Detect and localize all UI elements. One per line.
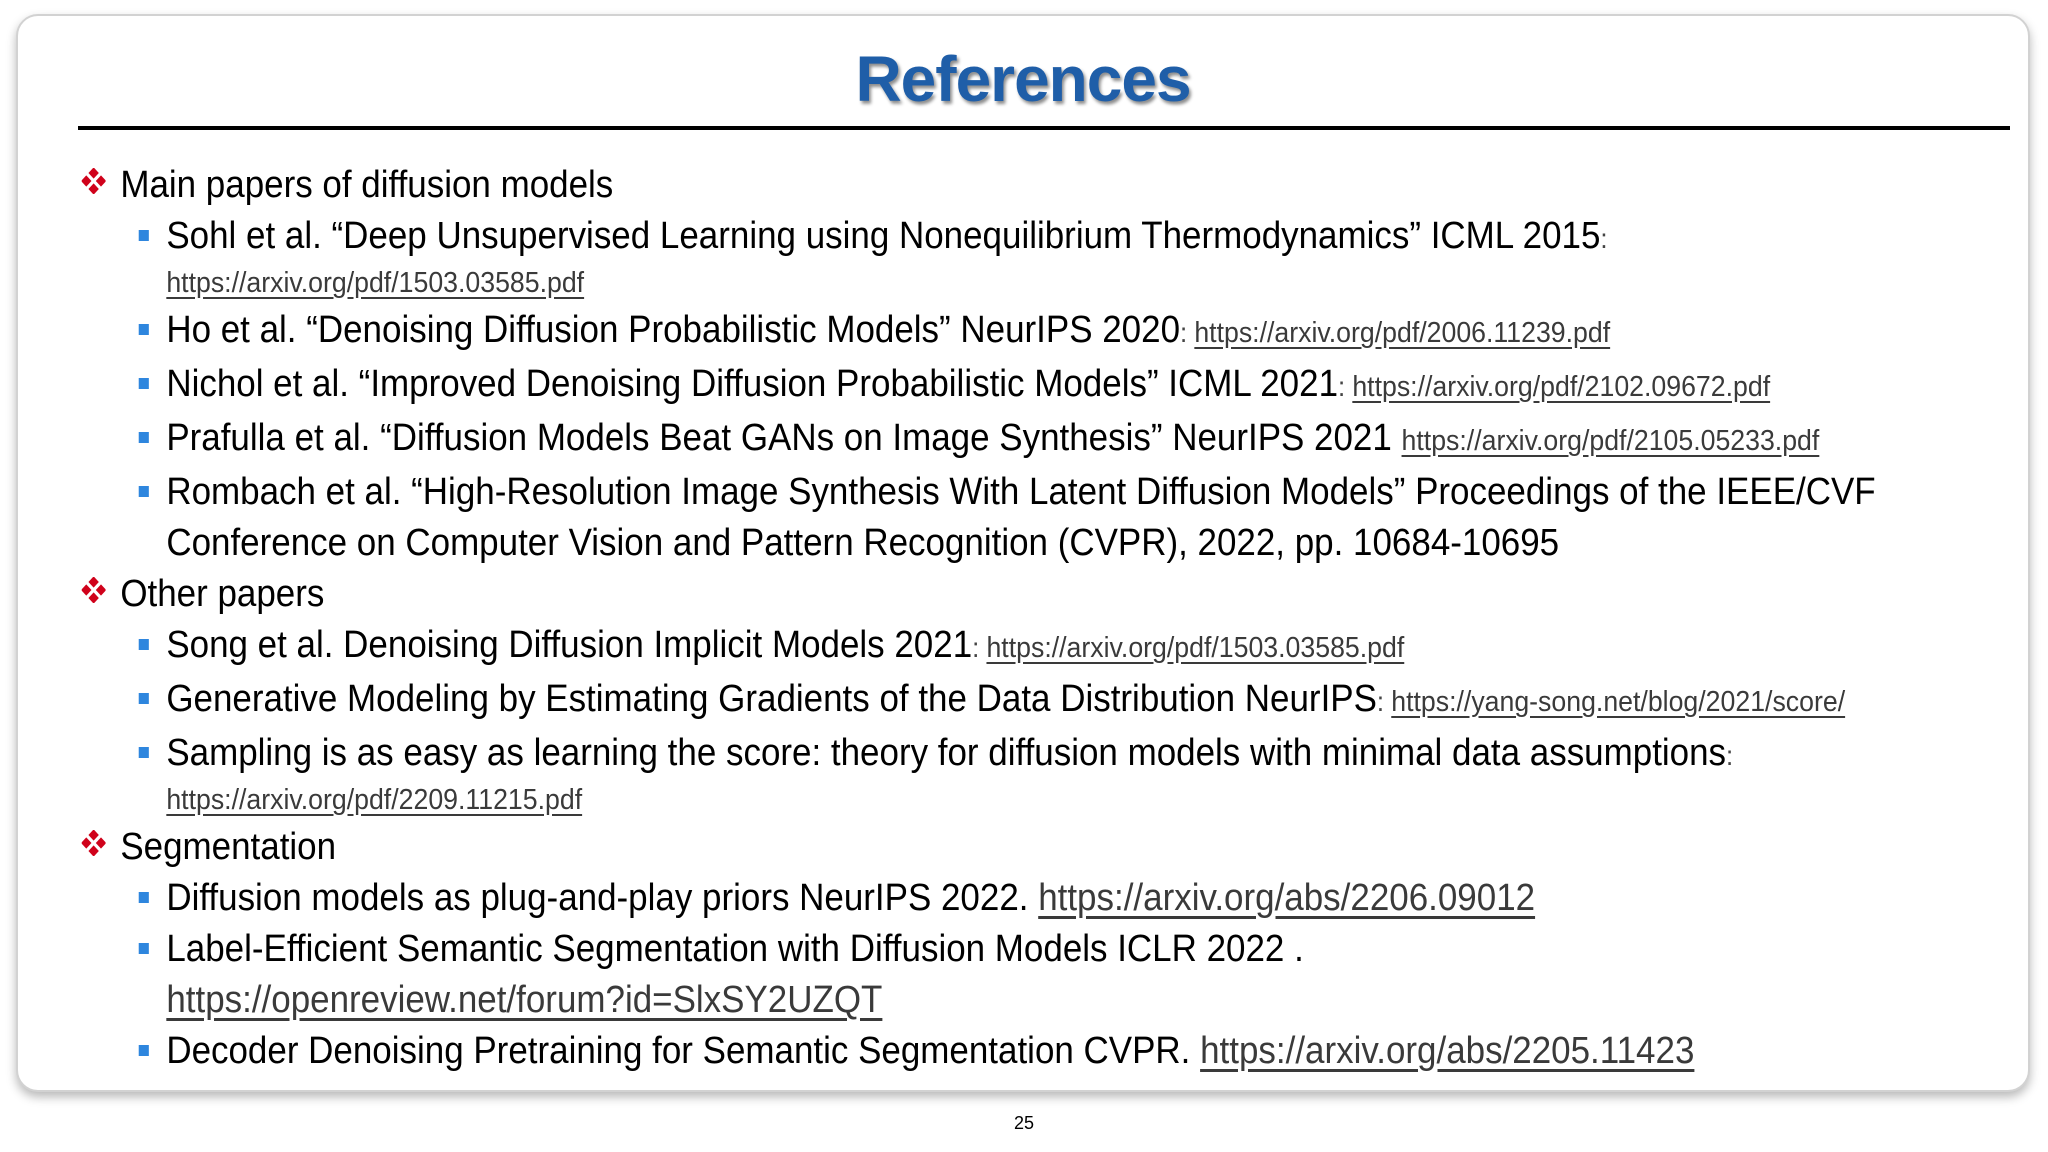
reference-separator: : <box>1338 371 1353 402</box>
reference-item <box>78 620 1826 674</box>
reference-link[interactable]: https://openreview.net/forum?id=SlxSY2UZQT <box>166 979 883 1021</box>
section-heading-text: Segmentation <box>120 826 337 868</box>
reference-item <box>78 305 1826 359</box>
reference-link[interactable]: https://arxiv.org/pdf/1503.03585.pdf <box>166 267 585 299</box>
reference-link[interactable]: https://arxiv.org/pdf/2102.09672.pdf <box>1352 371 1771 403</box>
section-heading-text: Other papers <box>120 573 325 615</box>
reference-link[interactable]: https://arxiv.org/pdf/2006.11239.pdf <box>1194 317 1611 349</box>
reference-item <box>78 873 1826 924</box>
slide-title: References <box>855 43 1191 115</box>
reference-item-continuation <box>78 518 1826 569</box>
reference-item <box>78 413 1826 467</box>
reference-separator: : <box>1376 686 1392 717</box>
section-heading-other <box>78 569 1826 620</box>
section-heading-main <box>78 160 1826 211</box>
section-heading-text: Main papers of diffusion models <box>120 164 614 206</box>
reference-text: Rombach et al. “High-Resolution Image Synthesis With Latent Diffusion Models” Proceedings of the IEEE/CVF <box>166 471 1876 513</box>
reference-link[interactable]: https://yang-song.net/blog/2021/score/ <box>1391 686 1846 718</box>
blue-square-bullet-icon <box>139 230 149 241</box>
reference-text: Sampling is as easy as learning the score: theory for diffusion models with minimal data assumptions <box>166 732 1727 774</box>
blue-square-bullet-icon <box>139 1045 149 1056</box>
reference-separator: : <box>1180 317 1195 348</box>
reference-item-continuation <box>78 975 1826 1026</box>
reference-item <box>78 674 1846 728</box>
blue-square-bullet-icon <box>139 432 149 443</box>
reference-text: Nichol et al. “Improved Denoising Diffusion Probabilistic Models” ICML 2021 <box>166 363 1339 405</box>
reference-text: Sohl et al. “Deep Unsupervised Learning using Nonequilibrium Thermodynamics” ICML 2015 <box>166 215 1601 257</box>
blue-square-bullet-icon <box>139 324 149 335</box>
reference-item-continuation <box>78 260 1826 303</box>
reference-separator: : <box>972 632 987 663</box>
reference-item <box>78 924 1826 975</box>
blue-square-bullet-icon <box>139 892 149 903</box>
reference-text: Conference on Computer Vision and Pattern Recognition (CVPR), 2022, pp. 10684-10695 <box>166 522 1560 564</box>
reference-item-continuation <box>78 777 1826 820</box>
reference-item <box>78 211 1826 264</box>
reference-text: Label-Efficient Semantic Segmentation with Diffusion Models ICLR 2022 . <box>166 928 1304 970</box>
reference-link[interactable]: https://arxiv.org/pdf/2209.11215.pdf <box>166 784 583 816</box>
red-diamond-bullet-icon <box>82 168 106 194</box>
reference-item <box>78 467 1876 518</box>
reference-text: Diffusion models as plug-and-play priors NeurIPS 2022. <box>166 877 1039 919</box>
reference-text: Prafulla et al. “Diffusion Models Beat GANs on Image Synthesis” NeurIPS 2021 <box>166 417 1402 459</box>
reference-item <box>78 359 1826 413</box>
reference-text: Decoder Denoising Pretraining for Semantic Segmentation CVPR. <box>166 1030 1201 1072</box>
reference-separator: : <box>1726 740 1734 771</box>
reference-item <box>78 1026 1826 1077</box>
blue-square-bullet-icon <box>139 486 149 497</box>
reference-link[interactable]: https://arxiv.org/pdf/2105.05233.pdf <box>1401 425 1820 457</box>
red-diamond-bullet-icon <box>82 830 106 856</box>
blue-square-bullet-icon <box>139 639 149 650</box>
blue-square-bullet-icon <box>139 693 149 704</box>
blue-square-bullet-icon <box>139 747 149 758</box>
red-diamond-bullet-icon <box>82 577 106 603</box>
section-heading-segmentation <box>78 822 1826 873</box>
reference-separator: : <box>1600 223 1608 254</box>
reference-text: Ho et al. “Denoising Diffusion Probabilistic Models” NeurIPS 2020 <box>166 309 1181 351</box>
page-number: 25 <box>1013 1113 1035 1133</box>
blue-square-bullet-icon <box>139 943 149 954</box>
reference-item <box>78 728 1826 781</box>
reference-link[interactable]: https://arxiv.org/abs/2205.11423 <box>1200 1030 1695 1072</box>
reference-text: Generative Modeling by Estimating Gradients of the Data Distribution NeurIPS <box>166 678 1377 720</box>
reference-link[interactable]: https://arxiv.org/abs/2206.09012 <box>1038 877 1536 919</box>
reference-link[interactable]: https://arxiv.org/pdf/1503.03585.pdf <box>986 632 1405 664</box>
reference-text: Song et al. Denoising Diffusion Implicit Models 2021 <box>166 624 973 666</box>
slide <box>16 14 2030 1092</box>
references-list <box>78 160 1978 1077</box>
title-divider <box>78 126 2010 130</box>
blue-square-bullet-icon <box>139 378 149 389</box>
